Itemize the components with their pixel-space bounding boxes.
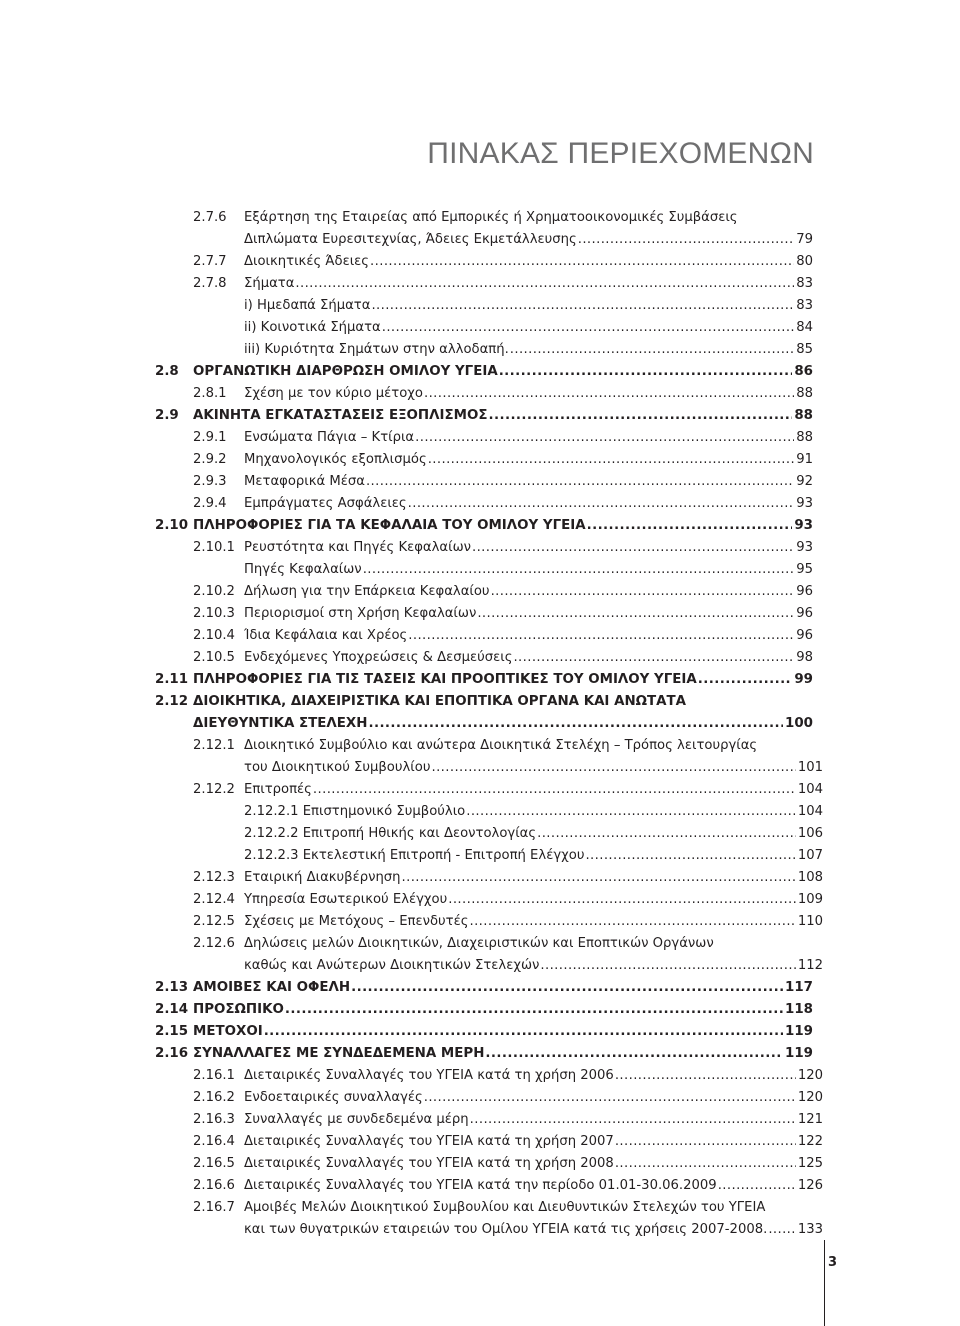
table-of-contents <box>0 207 960 1241</box>
toc-number: 2.12.1 <box>193 738 235 753</box>
toc-entry <box>0 339 960 361</box>
toc-page: 122 <box>797 1134 823 1149</box>
toc-page: 110 <box>797 914 823 929</box>
toc-section <box>0 515 960 537</box>
toc-number: 2.16.1 <box>193 1068 235 1083</box>
toc-number: 2.15 <box>155 1024 189 1039</box>
toc-number: 2.9 <box>155 408 179 423</box>
toc-entry <box>0 493 960 515</box>
toc-number: 2.9.4 <box>193 496 227 511</box>
toc-entry <box>0 471 960 493</box>
toc-title: 2.12.2.1 Επιστημονικό Συμβούλιο <box>244 804 466 819</box>
toc-title: Σχέσεις με Μετόχους – Επενδυτές <box>244 914 469 929</box>
toc-entry <box>0 757 960 779</box>
toc-section <box>0 1043 960 1065</box>
toc-title: Εξάρτηση της Εταιρείας από Εμπορικές ή Χρηματοοικονομικές Συμβάσεις <box>244 210 738 225</box>
toc-entry <box>0 427 960 449</box>
toc-number: 2.10 <box>155 518 189 533</box>
toc-section <box>0 1021 960 1043</box>
toc-page: 93 <box>794 518 813 533</box>
toc-page: 96 <box>796 606 813 621</box>
toc-page: 86 <box>794 364 813 379</box>
toc-section <box>0 999 960 1021</box>
toc-title: ΠΛΗΡΟΦΟΡΙΕΣ ΓΙΑ ΤΑ ΚΕΦΑΛΑΙΑ ΤΟΥ ΟΜΙΛΟΥ ΥΓΕΙΑ <box>193 518 586 533</box>
toc-page: 133 <box>797 1222 823 1237</box>
toc-number: 2.9.1 <box>193 430 227 445</box>
toc-number: 2.16 <box>155 1046 189 1061</box>
toc-title: Διοικητικές Άδειες <box>244 254 370 269</box>
toc-title: και των θυγατρικών εταιρειών του Ομίλου ΥΓΕΙΑ κατά τις χρήσεις 2007-2008. <box>244 1222 768 1237</box>
toc-entry <box>0 581 960 603</box>
toc-title: Εταιρική Διακυβέρνηση <box>244 870 401 885</box>
toc-number: 2.10.3 <box>193 606 235 621</box>
toc-title: Διοικητικό Συμβούλιο και ανώτερα Διοικητικά Στελέχη – Τρόπος λειτουργίας <box>244 738 758 753</box>
toc-section <box>0 361 960 383</box>
toc-entry <box>0 647 960 669</box>
toc-title: Σχέση με τον κύριο μέτοχο <box>244 386 423 401</box>
toc-page: 79 <box>796 232 813 247</box>
toc-entry <box>0 383 960 405</box>
toc-number: 2.16.4 <box>193 1134 235 1149</box>
toc-page: 95 <box>796 562 813 577</box>
toc-entry <box>0 559 960 581</box>
toc-number: 2.7.7 <box>193 254 227 269</box>
toc-entry <box>0 317 960 339</box>
toc-title: Ίδια Κεφάλαια και Χρέος <box>244 628 408 643</box>
toc-title: 2.12.2.3 Εκτελεστική Επιτροπή - Επιτροπή Ελέγχου <box>244 848 585 863</box>
toc-number: 2.12.2 <box>193 782 235 797</box>
toc-page: 99 <box>794 672 813 687</box>
toc-number: 2.10.1 <box>193 540 235 555</box>
toc-number: 2.12.3 <box>193 870 235 885</box>
toc-title: Διεταιρικές Συναλλαγές του ΥΓΕΙΑ κατά τη χρήση 2008 <box>244 1156 614 1171</box>
toc-entry <box>0 1087 960 1109</box>
toc-title: Ενσώματα Πάγια – Κτίρια <box>244 430 415 445</box>
toc-title: ΔΙΟΙΚΗΤΙΚΑ, ΔΙΑΧΕΙΡΙΣΤΙΚΑ ΚΑΙ ΕΠΟΠΤΙΚΑ ΟΡΓΑΝΑ ΚΑΙ ΑΝΩΤΑΤΑ <box>193 694 687 709</box>
toc-page: 98 <box>796 650 813 665</box>
toc-title: ΣΥΝΑΛΛΑΓΕΣ ΜΕ ΣΥΝΔΕΔΕΜΕΝΑ ΜΕΡΗ <box>193 1046 485 1061</box>
toc-title: Διεταιρικές Συναλλαγές του ΥΓΕΙΑ κατά τη χρήση 2006 <box>244 1068 614 1083</box>
toc-number: 2.10.2 <box>193 584 235 599</box>
toc-number: 2.12 <box>155 694 189 709</box>
toc-page: 112 <box>797 958 823 973</box>
toc-number: 2.11 <box>155 672 189 687</box>
toc-entry <box>0 1197 960 1219</box>
toc-entry <box>0 625 960 647</box>
toc-entry <box>0 229 960 251</box>
toc-page: 83 <box>796 298 813 313</box>
toc-entry <box>0 295 960 317</box>
toc-title: Ενδεχόμενες Υποχρεώσεις & Δεσμεύσεις <box>244 650 513 665</box>
toc-page: 109 <box>797 892 823 907</box>
toc-section <box>0 405 960 427</box>
toc-entry <box>0 801 960 823</box>
toc-number: 2.14 <box>155 1002 189 1017</box>
toc-entry <box>0 823 960 845</box>
toc-title: iii) Κυριότητα Σημάτων στην αλλοδαπή. <box>244 342 509 357</box>
toc-title: i) Ημεδαπά Σήματα <box>244 298 371 313</box>
toc-entry <box>0 273 960 295</box>
toc-entry <box>0 911 960 933</box>
toc-section <box>0 669 960 691</box>
toc-title: Υπηρεσία Εσωτερικού Ελέγχου <box>244 892 448 907</box>
page-number: 3 <box>828 1255 838 1270</box>
toc-number: 2.10.5 <box>193 650 235 665</box>
toc-number: 2.9.2 <box>193 452 227 467</box>
toc-title: ΔΙΕΥΘΥΝΤΙΚΑ ΣΤΕΛΕΧΗ <box>193 716 368 731</box>
toc-number: 2.9.3 <box>193 474 227 489</box>
toc-number: 2.16.2 <box>193 1090 235 1105</box>
toc-page: 121 <box>797 1112 823 1127</box>
toc-entry <box>0 1131 960 1153</box>
toc-entry <box>0 779 960 801</box>
toc-number: 2.13 <box>155 980 189 995</box>
toc-title: Ρευστότητα και Πηγές Κεφαλαίων <box>244 540 471 555</box>
toc-title: Περιορισμοί στη Χρήση Κεφαλαίων <box>244 606 477 621</box>
toc-title: Ενδοεταιρικές συναλλαγές <box>244 1090 423 1105</box>
toc-number: 2.12.5 <box>193 914 235 929</box>
toc-page: 126 <box>797 1178 823 1193</box>
toc-page: 117 <box>785 980 813 995</box>
toc-number: 2.8 <box>155 364 179 379</box>
toc-title: καθώς και Ανώτερων Διοικητικών Στελεχών <box>244 958 540 973</box>
toc-entry <box>0 1065 960 1087</box>
toc-page: 125 <box>797 1156 823 1171</box>
toc-title: ΠΡΟΣΩΠΙΚΟ <box>193 1002 284 1017</box>
toc-number: 2.7.6 <box>193 210 227 225</box>
toc-page: 88 <box>796 386 813 401</box>
toc-number: 2.12.4 <box>193 892 235 907</box>
toc-title: Δηλώσεις μελών Διοικητικών, Διαχειριστικών και Εποπτικών Οργάνων <box>244 936 714 951</box>
toc-entry <box>0 955 960 977</box>
toc-section <box>0 713 960 735</box>
toc-page: 93 <box>796 496 813 511</box>
toc-section <box>0 977 960 999</box>
toc-page: 120 <box>797 1090 823 1105</box>
toc-number: 2.16.5 <box>193 1156 235 1171</box>
toc-entry <box>0 845 960 867</box>
toc-page: 104 <box>797 804 823 819</box>
toc-title: Σήματα <box>244 276 295 291</box>
toc-entry <box>0 1175 960 1197</box>
toc-page: 100 <box>785 716 813 731</box>
toc-page: 96 <box>796 628 813 643</box>
toc-page: 88 <box>796 430 813 445</box>
toc-title: 2.12.2.2 Επιτροπή Ηθικής και Δεοντολογίας <box>244 826 537 841</box>
toc-title: του Διοικητικού Συμβουλίου <box>244 760 431 775</box>
toc-page: 91 <box>796 452 813 467</box>
toc-page: 84 <box>796 320 813 335</box>
page-number-rule <box>824 1240 825 1326</box>
toc-page: 119 <box>785 1046 813 1061</box>
toc-page: 104 <box>797 782 823 797</box>
toc-entry <box>0 889 960 911</box>
toc-entry <box>0 933 960 955</box>
toc-title: ΑΚΙΝΗΤΑ ΕΓΚΑΤΑΣΤΑΣΕΙΣ ΕΞΟΠΛΙΣΜΟΣ <box>193 408 488 423</box>
toc-entry <box>0 1109 960 1131</box>
toc-title: Δήλωση για την Επάρκεια Κεφαλαίου <box>244 584 490 599</box>
toc-title: Συναλλαγές με συνδεδεμένα μέρη <box>244 1112 469 1127</box>
toc-page: 106 <box>797 826 823 841</box>
toc-title: ΜΕΤΟΧΟΙ <box>193 1024 263 1039</box>
toc-title: Επιτροπές <box>244 782 312 797</box>
toc-entry <box>0 449 960 471</box>
toc-page: 88 <box>794 408 813 423</box>
toc-page: 85 <box>796 342 813 357</box>
toc-entry <box>0 867 960 889</box>
page-title: ΠΙΝΑΚΑΣ ΠΕΡΙΕΧΟΜΕΝΩΝ <box>427 137 814 170</box>
toc-number: 2.10.4 <box>193 628 235 643</box>
toc-number: 2.16.7 <box>193 1200 235 1215</box>
toc-entry <box>0 735 960 757</box>
toc-page: 93 <box>796 540 813 555</box>
toc-title: Διεταιρικές Συναλλαγές του ΥΓΕΙΑ κατά τη χρήση 2007 <box>244 1134 614 1149</box>
toc-entry <box>0 1219 960 1241</box>
toc-title: ii) Κοινοτικά Σήματα <box>244 320 381 335</box>
toc-page: 118 <box>785 1002 813 1017</box>
toc-title: Μεταφορικά Μέσα <box>244 474 365 489</box>
toc-page: 80 <box>796 254 813 269</box>
toc-title: ΟΡΓΑΝΩΤΙΚΗ ΔΙΑΡΘΡΩΣΗ ΟΜΙΛΟΥ ΥΓΕΙΑ <box>193 364 498 379</box>
toc-page: 120 <box>797 1068 823 1083</box>
toc-number: 2.16.6 <box>193 1178 235 1193</box>
toc-number: 2.7.8 <box>193 276 227 291</box>
toc-page: 83 <box>796 276 813 291</box>
toc-title: Πηγές Κεφαλαίων <box>244 562 362 577</box>
toc-page: 92 <box>796 474 813 489</box>
toc-title: ΑΜΟΙΒΕΣ ΚΑΙ ΟΦΕΛΗ <box>193 980 351 995</box>
toc-entry <box>0 251 960 273</box>
toc-page: 108 <box>797 870 823 885</box>
toc-title: Εμπράγματες Ασφάλειες <box>244 496 407 511</box>
toc-number: 2.12.6 <box>193 936 235 951</box>
toc-page: 101 <box>797 760 823 775</box>
toc-entry <box>0 207 960 229</box>
toc-number: 2.8.1 <box>193 386 227 401</box>
toc-number: 2.16.3 <box>193 1112 235 1127</box>
toc-title: ΠΛΗΡΟΦΟΡΙΕΣ ΓΙΑ ΤΙΣ ΤΑΣΕΙΣ ΚΑΙ ΠΡΟΟΠΤΙΚΕΣ ΤΟΥ ΟΜΙΛΟΥ ΥΓΕΙΑ <box>193 672 697 687</box>
toc-page: 119 <box>785 1024 813 1039</box>
toc-entry <box>0 603 960 625</box>
toc-section <box>0 691 960 713</box>
toc-title: Αμοιβές Μελών Διοικητικού Συμβουλίου και Διευθυντικών Στελεχών του ΥΓΕΙΑ <box>244 1200 766 1215</box>
toc-entry <box>0 1153 960 1175</box>
toc-title: Μηχανολογικός εξοπλισμός <box>244 452 427 467</box>
toc-page: 107 <box>797 848 823 863</box>
toc-entry <box>0 537 960 559</box>
toc-page: 96 <box>796 584 813 599</box>
toc-title: Διεταιρικές Συναλλαγές του ΥΓΕΙΑ κατά την περίοδο 01.01-30.06.2009 <box>244 1178 717 1193</box>
toc-title: Διπλώματα Ευρεσιτεχνίας, Άδειες Εκμετάλλευσης <box>244 232 577 247</box>
